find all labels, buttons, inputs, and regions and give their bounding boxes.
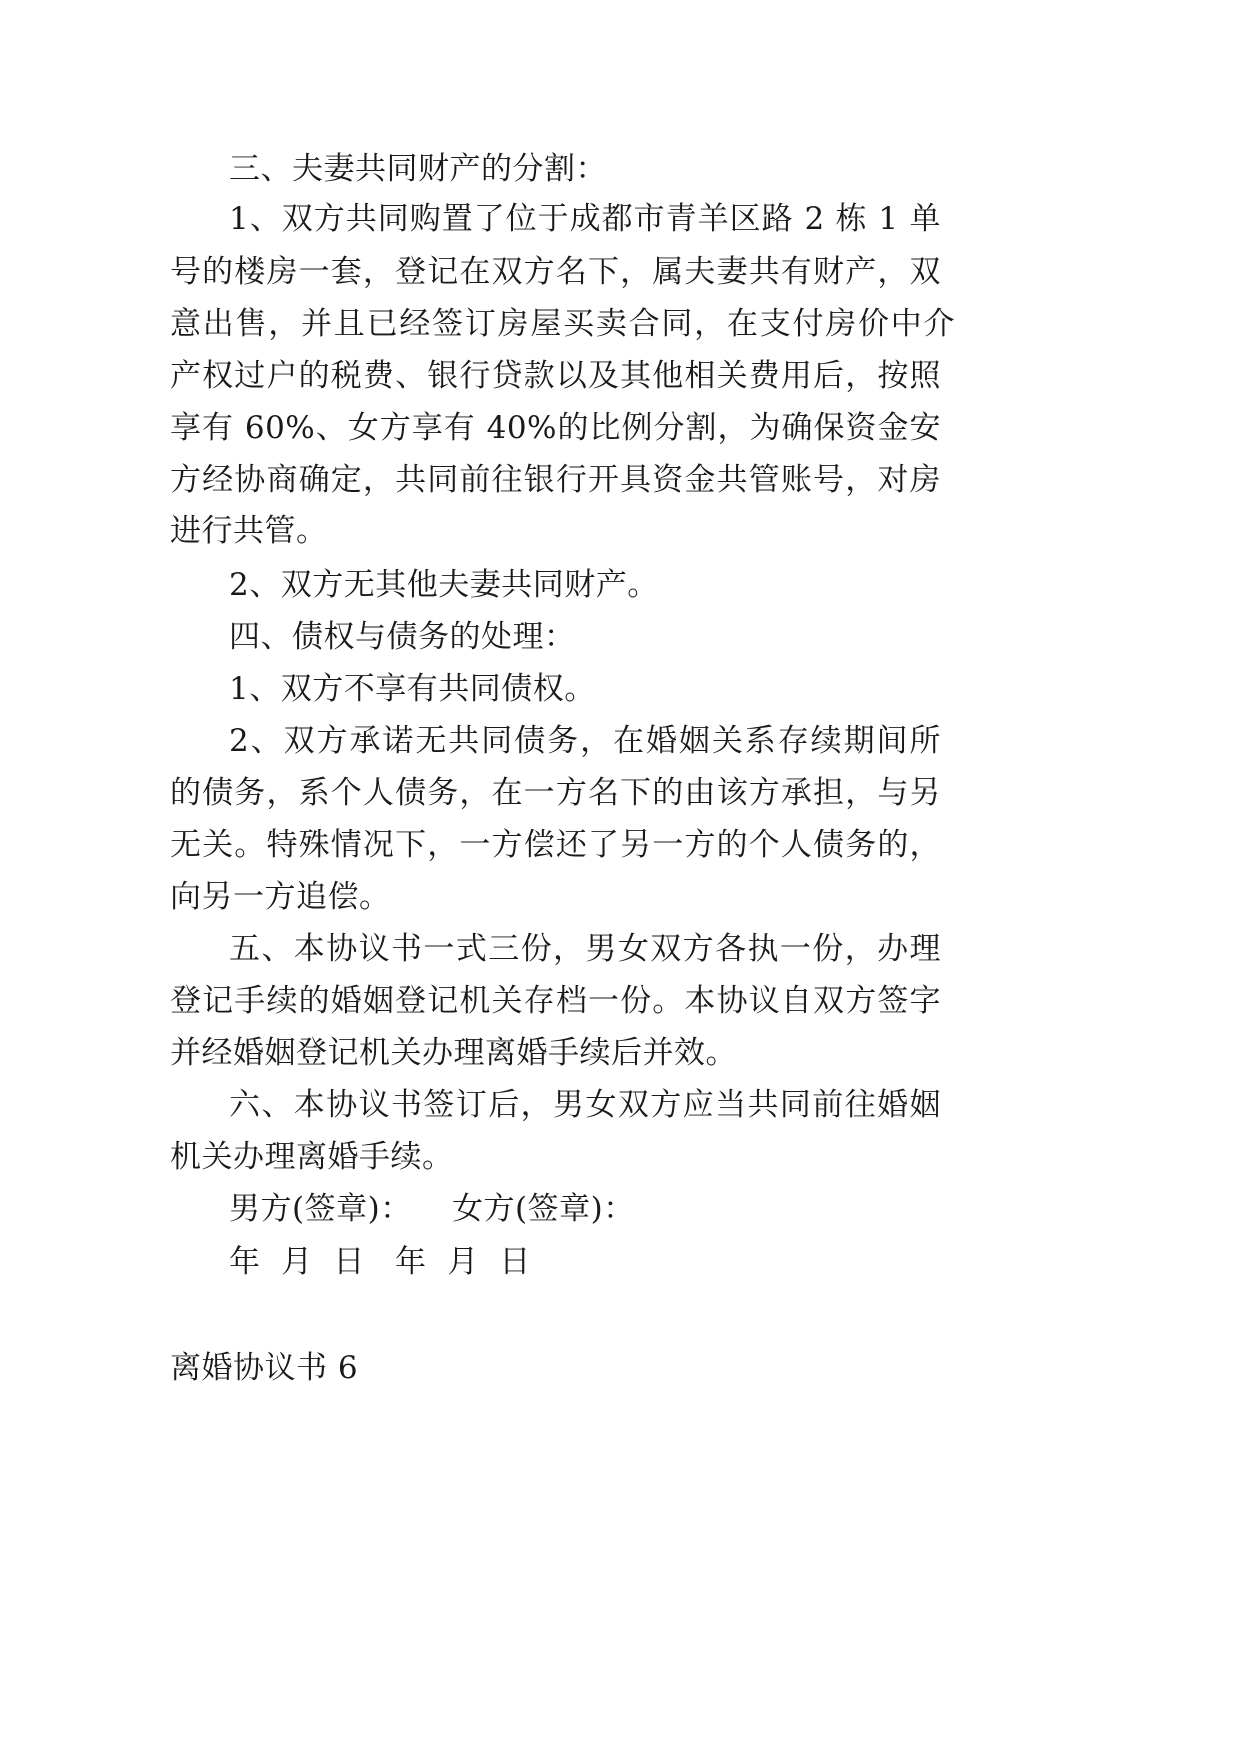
- section4-item2-line-1: 2、双方承诺无共同债务，在婚姻关系存续期间所: [229, 723, 941, 759]
- section3-item1-line-2: 号的楼房一套，登记在双方名下，属夫妻共有财产，双: [170, 254, 941, 290]
- signature-male: 男方(签章)：: [229, 1191, 412, 1227]
- section3-item1-line-1: 1、双方共同购置了位于成都市青羊区路 2 栋 1 单: [229, 201, 941, 237]
- section5-line-1: 五、本协议书一式三份，男女双方各执一份，办理: [229, 931, 941, 967]
- signature-female: 女方(签章)：: [452, 1191, 635, 1227]
- section4-item2-line-3: 无关。特殊情况下，一方偿还了另一方的个人债务的，: [170, 827, 941, 863]
- section3-heading: 三、夫妻共同财产的分割：: [229, 151, 607, 187]
- section4-item1: 1、双方不享有共同债权。: [229, 671, 596, 707]
- section6-line-2: 机关办理离婚手续。: [170, 1139, 454, 1175]
- section3-item1-line-7: 进行共管。: [170, 513, 328, 549]
- section3-item1-line-3: 意出售，并且已经签订房屋买卖合同，在支付房价中介: [170, 306, 955, 342]
- section3-item2: 2、双方无其他夫妻共同财产。: [229, 567, 659, 603]
- section5-line-2: 登记手续的婚姻登记机关存档一份。本协议自双方签字: [170, 983, 941, 1019]
- section3-item1-line-6: 方经协商确定，共同前往银行开具资金共管账号，对房: [170, 462, 941, 498]
- next-document-title: 离婚协议书 6: [170, 1350, 359, 1386]
- section6-line-1: 六、本协议书签订后，男女双方应当共同前往婚姻: [229, 1087, 941, 1123]
- section4-heading: 四、债权与债务的处理：: [229, 619, 576, 655]
- section5-line-3: 并经婚姻登记机关办理离婚手续后并效。: [170, 1035, 737, 1071]
- section4-item2-line-4: 向另一方追偿。: [170, 879, 391, 915]
- date-female: 年 月 日: [395, 1244, 531, 1280]
- date-male: 年 月 日: [229, 1244, 365, 1280]
- section3-item1-line-5: 享有 60%、女方享有 40%的比例分割，为确保资金安: [170, 410, 941, 446]
- section4-item2-line-2: 的债务，系个人债务，在一方名下的由该方承担，与另: [170, 775, 941, 811]
- section3-item1-line-4: 产权过户的税费、银行贷款以及其他相关费用后，按照: [170, 358, 941, 394]
